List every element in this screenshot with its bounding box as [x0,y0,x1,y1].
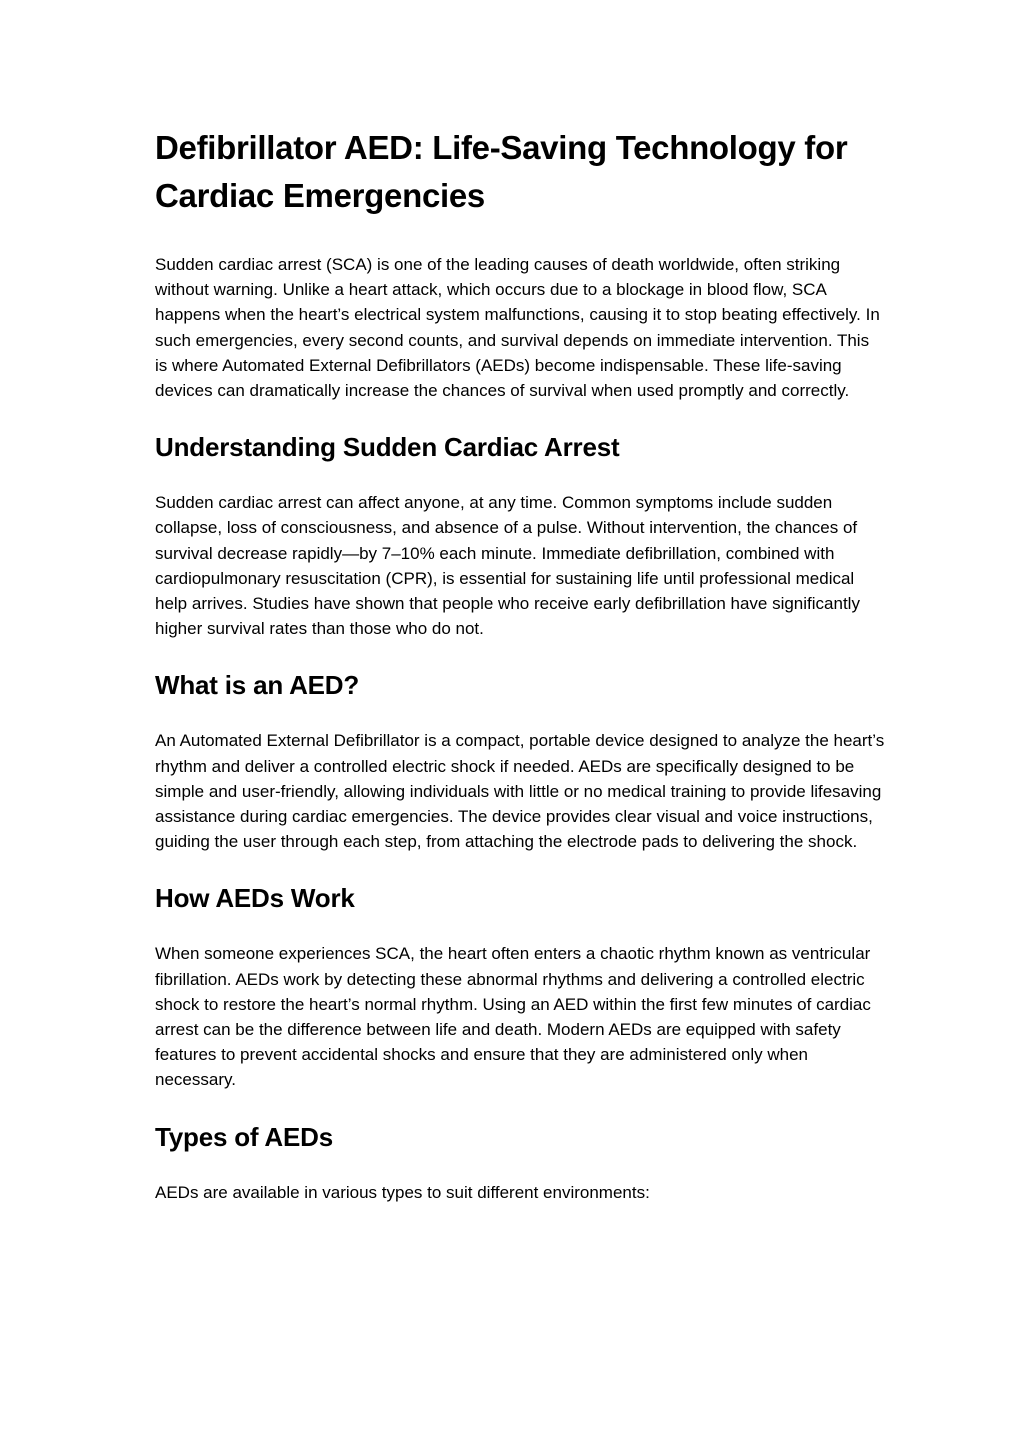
section-body-types-of-aeds: AEDs are available in various types to suit different environments: [155,1182,650,1202]
intro-paragraph: Sudden cardiac arrest (SCA) is one of the leading causes of death worldwide, often striking without warning. Unlike a heart attack, which occurs due to a blockage in blood flow, SCA happens when the heart’s electrical system malfunctions, causing it to stop beating effectively. In such emergencies, every second counts, and survival depends on immediate intervention. This is where Automated External Defibrillators (AEDs) become indispensable. These life-saving devices can dramatically increase the chances of survival when used promptly and correctly. [155,255,880,401]
document-page [155,124,885,1232]
section-body-understanding-sca: Sudden cardiac arrest can affect anyone, at any time. Common symptoms include sudden collapse, loss of consciousness, and absence of a pulse. Without intervention, the chances of survival decrease rapidly—by 7–10% each minute. Immediate defibrillation, combined with cardiopulmonary resuscitation (CPR), is essential for sustaining life until professional medical help arrives. Studies have shown that people who receive early defibrillation have significantly higher survival rates than those who do not. [155,493,860,639]
section-heading-what-is-aed: What is an AED? [155,670,360,701]
section-body-what-is-aed: An Automated External Defibrillator is a compact, portable device designed to analyze the heart’s rhythm and deliver a controlled electric shock if needed. AEDs are specifically designed to be simple and user-friendly, allowing individuals with little or no medical training to provide lifesaving assistance during cardiac emergencies. The device provides clear visual and voice instructions, guiding the user through each step, from attaching the electrode pads to delivering the shock. [155,731,885,852]
document-title: Defibrillator AED: Life-Saving Technology for Cardiac Emergencies [155,129,848,214]
section-heading-understanding-sca: Understanding Sudden Cardiac Arrest [155,432,620,463]
section-heading-how-aeds-work: How AEDs Work [155,883,355,914]
section-body-how-aeds-work: When someone experiences SCA, the heart often enters a chaotic rhythm known as ventricular fibrillation. AEDs work by detecting these abnormal rhythms and delivering a controlled electric shock to restore the heart’s normal rhythm. Using an AED within the first few minutes of cardiac arrest can be the difference between life and death. Modern AEDs are equipped with safety features to prevent accidental shocks and ensure that they are administered only when necessary. [155,944,871,1090]
section-heading-types-of-aeds: Types of AEDs [155,1121,333,1152]
